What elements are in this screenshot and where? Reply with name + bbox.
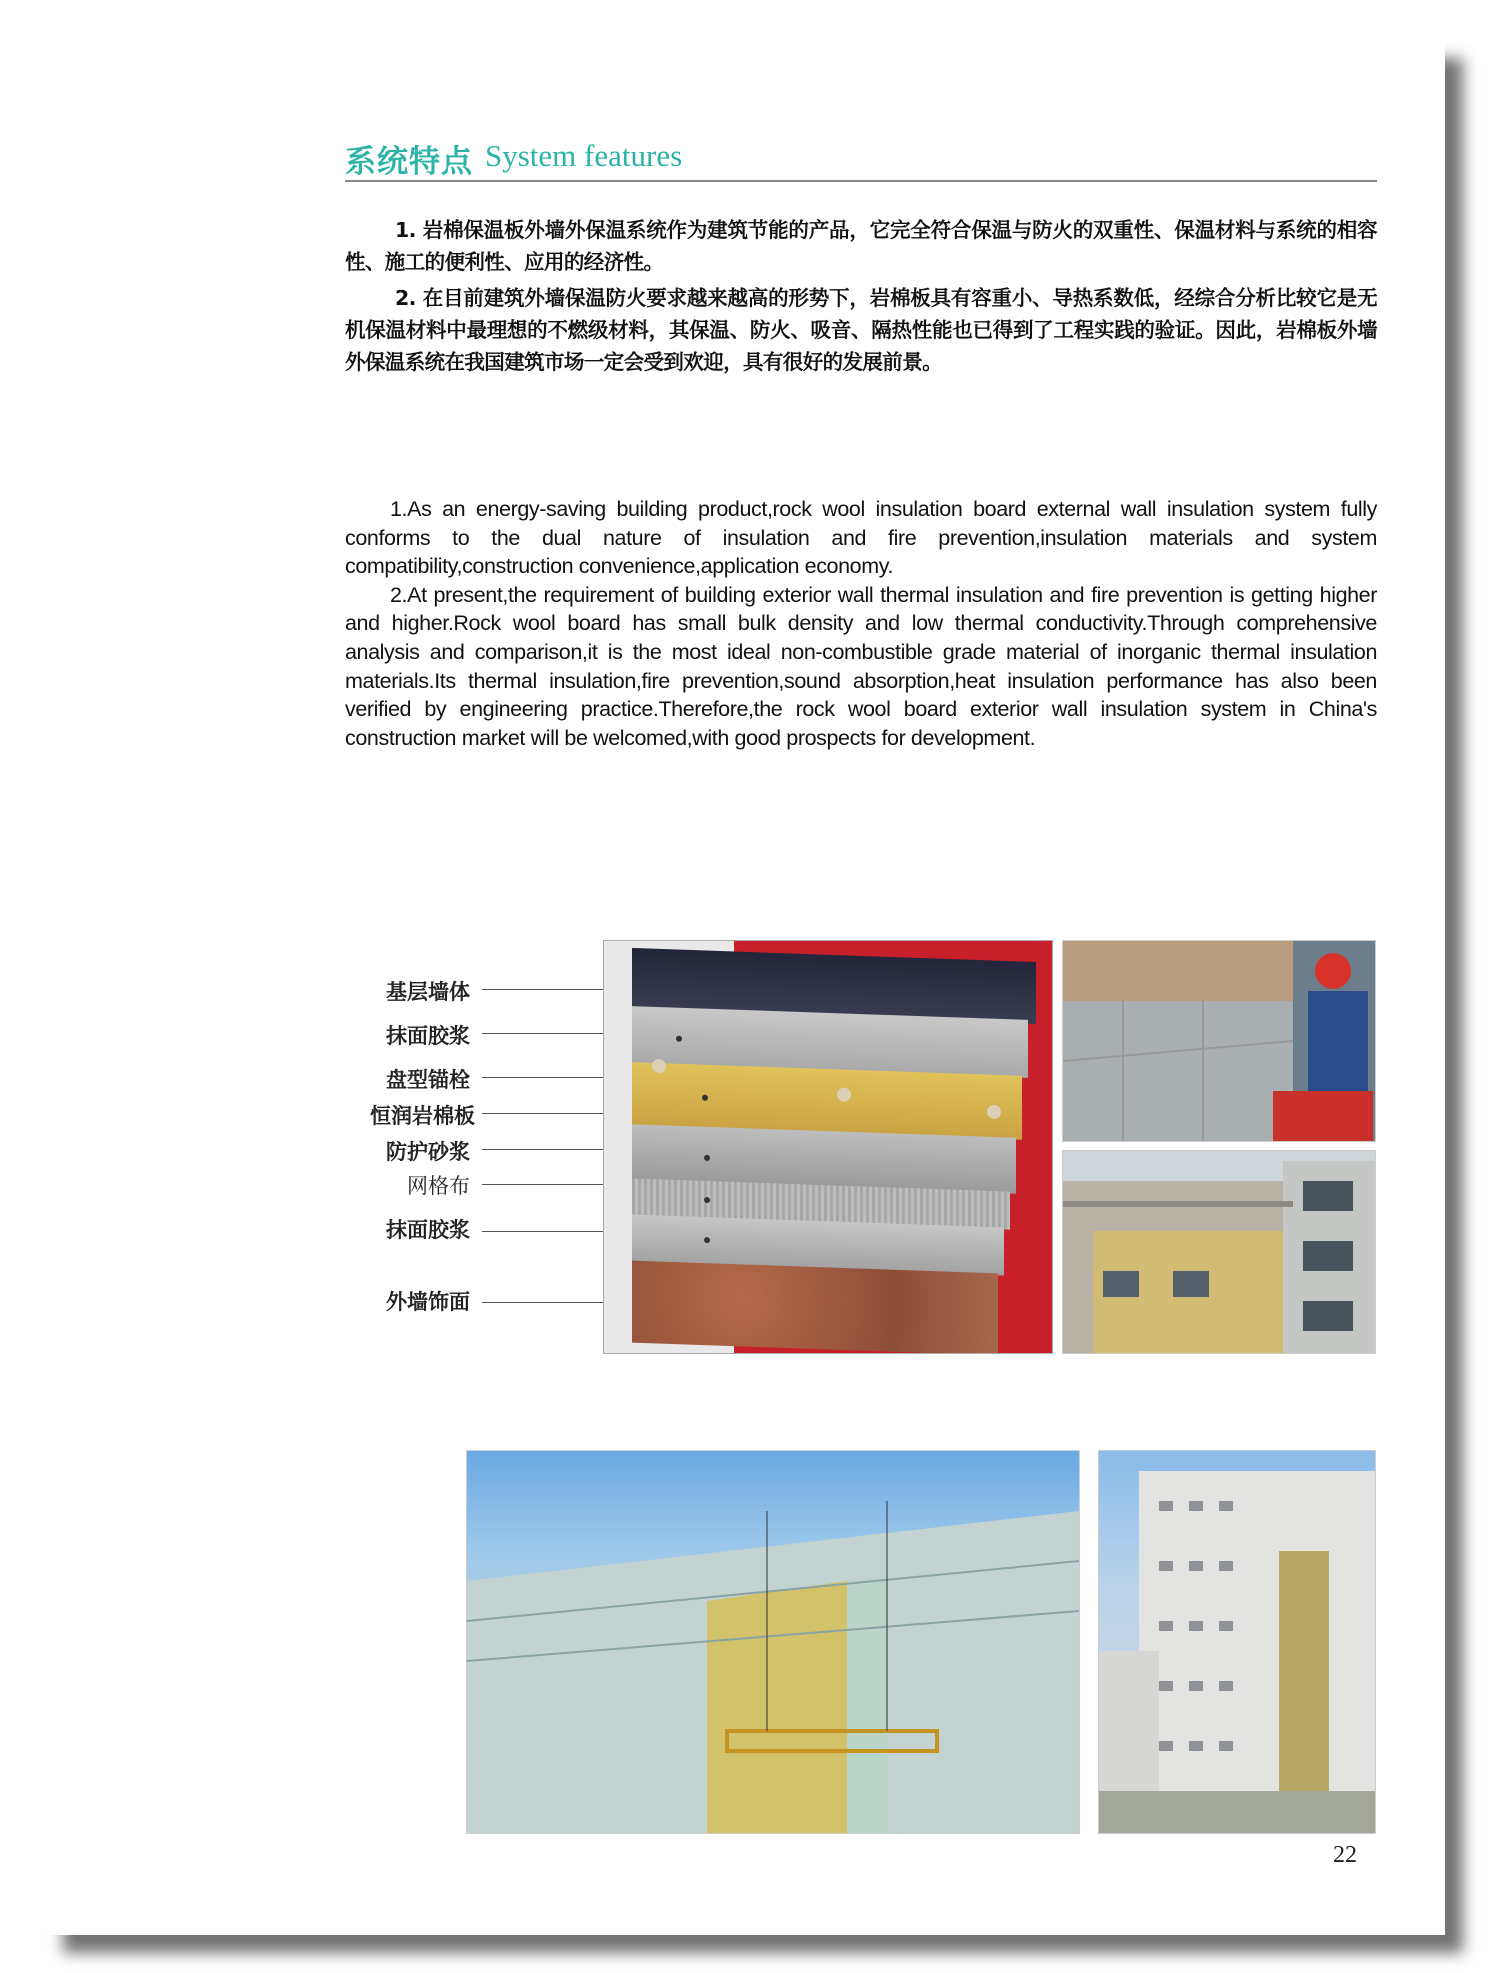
layer-labels — [330, 970, 620, 1314]
english-text-block — [345, 495, 1377, 752]
photo-large-wall-gondola — [466, 1450, 1080, 1834]
photo-highrise-building — [1098, 1450, 1376, 1834]
page-number: 22 — [1333, 1842, 1357, 1868]
chinese-paragraph-1: 1. 岩棉保温板外墙外保温系统作为建筑节能的产品，它完全符合保温与防火的双重性、保温材料与系统的相容性、施工的便利性、应用的经济性。 — [345, 218, 1377, 274]
layer-label-rockwool-board: 恒润岩棉板 — [370, 1104, 475, 1128]
section-title-cn: 系统特点 — [345, 144, 473, 180]
photo-building-facade-scaffold — [1062, 1150, 1376, 1354]
layer-label-protective-mortar: 防护砂浆 — [386, 1140, 470, 1164]
layer-label-anchor: 盘型锚栓 — [386, 1068, 470, 1092]
layer-label-plaster-mortar-2: 抹面胶浆 — [386, 1218, 470, 1242]
section-title-en: System features — [485, 138, 683, 173]
english-paragraph-2: 2.At present,the requirement of building exterior wall thermal insulation and fire prevention is getting higher and higher.Rock wool board has small bulk density and low thermal conductivity.Through comprehensive analysis and comparison,it is the most ideal non-combustible grade material of inorganic thermal insulation materials.Its thermal insulation,fire prevention,sound absorption,heat insulation performance has also been verified by engineering practice.Therefore,the rock wool board exterior wall insulation system in China's construction market will be welcomed,with good prospects for development. — [345, 582, 1377, 750]
section-header — [345, 132, 1377, 182]
layer-label-mesh: 网格布 — [407, 1174, 470, 1198]
chinese-text-block — [345, 214, 1377, 382]
layer-label-exterior-finish: 外墙饰面 — [386, 1290, 470, 1314]
layer-label-plaster-mortar: 抹面胶浆 — [386, 1024, 470, 1048]
layer-exterior-finish — [632, 1261, 998, 1354]
chinese-paragraph-2: 2. 在目前建筑外墙保温防火要求越来越高的形势下，岩棉板具有容重小、导热系数低，经综合分析比较它是无机保温材料中最理想的不燃级材料，其保温、防火、吸音、隔热性能也已得到了工程实践的验证。因此，岩棉板外墙外保温系统在我国建筑市场一定会受到欢迎，具有很好的发展前景。 — [345, 286, 1377, 374]
english-paragraph-1: 1.As an energy-saving building product,rock wool insulation board external wall insulation system fully conforms to the dual nature of insulation and fire prevention,insulation materials and system compatibility,construction convenience,application economy. — [345, 497, 1377, 579]
wall-layer-diagram — [603, 940, 1053, 1354]
layer-label-base-wall: 基层墙体 — [386, 980, 470, 1004]
photo-worker-installing — [1062, 940, 1376, 1142]
